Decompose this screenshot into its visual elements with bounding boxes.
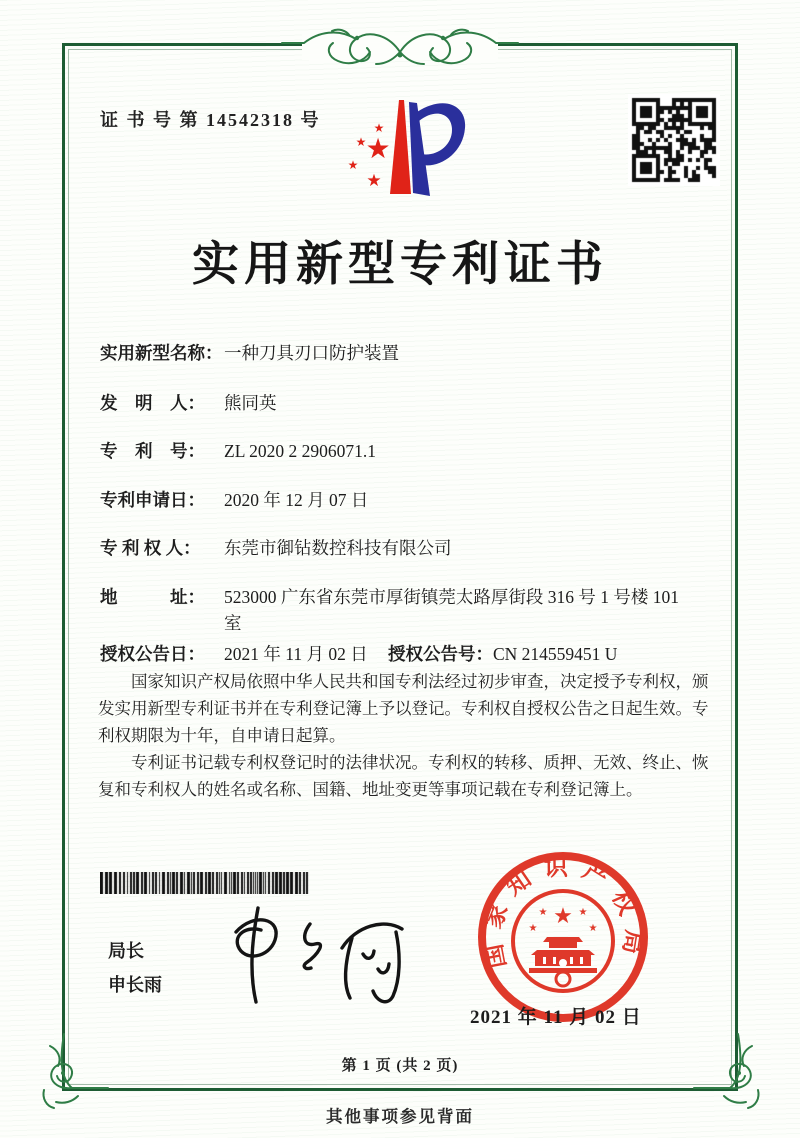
- svg-text:★: ★: [553, 904, 573, 929]
- field-label: 专 利 号：: [100, 441, 205, 461]
- field-label: 授权公告日：: [100, 644, 205, 664]
- seal-date: 2021 年 11 月 02 日: [470, 1007, 642, 1028]
- cnipa-logo-icon: [323, 90, 493, 205]
- svg-text:★: ★: [528, 923, 538, 934]
- field-utility-model-name: [100, 340, 399, 366]
- svg-text:★: ★: [578, 907, 588, 918]
- field-patentee: [100, 535, 452, 561]
- field-value: 2021 年 11 月 02 日: [224, 644, 368, 664]
- seal-ring-text: 国家知识产权局: [479, 854, 647, 971]
- field-label: 专利申请日：: [100, 490, 205, 510]
- svg-text:★: ★: [347, 158, 359, 172]
- field-address: [100, 584, 689, 636]
- svg-text:★: ★: [588, 923, 598, 934]
- page-number: 第 1 页 (共 2 页): [341, 1058, 459, 1074]
- legal-text: [98, 668, 714, 803]
- signer-title: 局长: [108, 941, 144, 961]
- field-label: 实用新型名称：: [100, 343, 223, 363]
- barcode: [100, 872, 312, 894]
- field-value: CN 214559451 U: [493, 644, 618, 664]
- field-value: 一种刀具刃口防护装置: [224, 343, 399, 363]
- field-label: 授权公告号：: [388, 644, 493, 664]
- field-label: 地 址：: [100, 587, 205, 607]
- field-grant-number: [388, 641, 617, 667]
- field-label: 专 利 权 人：: [100, 538, 201, 558]
- field-value: 东莞市御钻数控科技有限公司: [224, 538, 452, 558]
- field-grant-row: [100, 641, 712, 667]
- top-ornament-flourish-icon: [280, 16, 520, 74]
- qr-code: [628, 94, 720, 186]
- svg-text:★: ★: [365, 132, 391, 165]
- field-value: 熊同英: [224, 393, 277, 413]
- svg-text:★: ★: [538, 907, 548, 918]
- field-value: ZL 2020 2 2906071.1: [224, 441, 376, 461]
- svg-text:★: ★: [355, 135, 367, 149]
- field-filing-date: [100, 487, 368, 513]
- back-side-note: 其他事项参见背面: [326, 1107, 474, 1126]
- certificate-number: 证 书 号 第 14542318 号: [100, 110, 321, 130]
- national-emblem-icon: [513, 891, 613, 991]
- svg-text:★: ★: [366, 171, 382, 191]
- field-value: 2020 年 12 月 07 日: [224, 490, 369, 510]
- director-signature: [192, 896, 427, 1014]
- field-inventor: [100, 390, 277, 416]
- signer-block: [108, 934, 162, 1002]
- field-value: 523000 广东省东莞市厚街镇莞太路厚街段 316 号 1 号楼 101 室: [224, 587, 679, 633]
- signer-name: 申长雨: [108, 975, 162, 995]
- legal-paragraph-2: 专利证书记载专利权登记时的法律状况。专利权的转移、质押、无效、终止、恢复和专利权人的姓名或名称、国籍、地址变更等事项记载在专利登记簿上。: [98, 753, 709, 799]
- certificate-title: 实用新型专利证书: [192, 239, 608, 291]
- field-label: 发 明 人：: [100, 393, 205, 413]
- legal-paragraph-1: 国家知识产权局依照中华人民共和国专利法经过初步审查，决定授予专利权，颁发实用新型专利证书并在专利登记簿上予以登记。专利权自授权公告之日起生效。专利权期限为十年，自申请日起算。: [98, 672, 709, 745]
- svg-text:★: ★: [373, 121, 385, 135]
- field-patent-number: [100, 438, 376, 464]
